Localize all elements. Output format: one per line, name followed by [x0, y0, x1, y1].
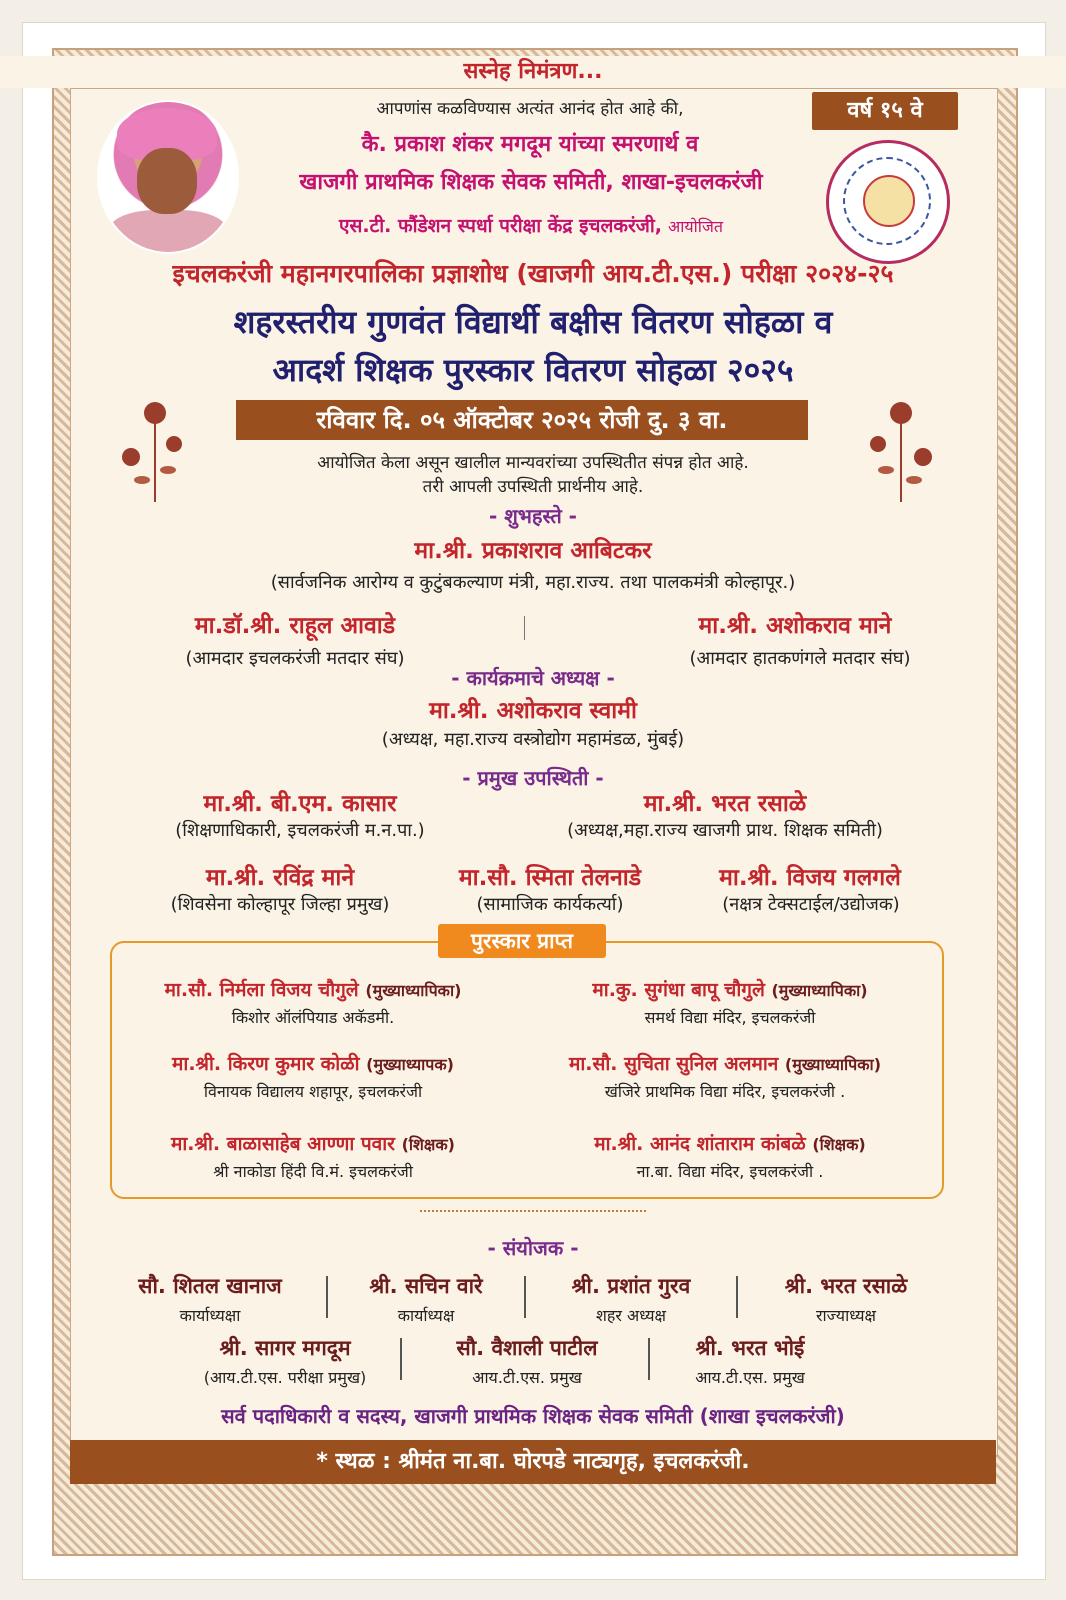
- award-2-name: मा.कु. सुगंधा बापू चौगुले: [592, 979, 765, 1001]
- organizer-5-role: (आय.टी.एस. परीक्षा प्रमुख): [203, 1368, 367, 1387]
- guest-left-name: मा.डॉ.श्री. राहूल आवाडे: [194, 613, 396, 639]
- organizer-7-name: श्री. भरत भोई: [695, 1336, 805, 1360]
- award-3-name-line: [118, 1050, 508, 1076]
- org-line: खाजगी प्राथमिक शिक्षक सेवक समिती, शाखा-इचलकरंजी: [299, 170, 763, 195]
- foundation-line-wrap: [236, 212, 826, 238]
- organizer-divider-3: [736, 1276, 738, 1318]
- president-heading: - कार्यक्रमाचे अध्यक्ष -: [451, 666, 615, 690]
- invite-line-1: आयोजित केला असून खालील मान्यवरांच्या उपस्थितीत संपन्न होत आहे.: [317, 453, 749, 473]
- organizer-divider-1: [326, 1276, 328, 1318]
- organizer-3-role: शहर अध्यक्ष: [596, 1306, 666, 1325]
- award-6-title: (शिक्षक): [812, 1135, 866, 1154]
- award-5-name: मा.श्री. बाळासाहेब आण्णा पवार: [171, 1133, 395, 1155]
- chief-guest-name: मा.श्री. प्रकाशराव आबिटकर: [414, 538, 652, 564]
- award-4-title: (मुख्याध्यापिका): [784, 1055, 882, 1074]
- award-2-title: (मुख्याध्यापिका): [771, 981, 868, 1000]
- organizer-2-name: श्री. सचिन वारे: [369, 1274, 483, 1298]
- president-name: मा.श्री. अशोकराव स्वामी: [429, 698, 637, 724]
- invitation-title: सस्नेह निमंत्रण...: [441, 56, 624, 88]
- guest-left-role: (आमदार इचलकरंजी मतदार संघ): [185, 648, 405, 669]
- presence-heading: - प्रमुख उपस्थिती -: [462, 766, 604, 790]
- presence-4-name: मा.सौ. स्मिता तेलनाडे: [458, 865, 642, 891]
- award-1-name-line: [118, 976, 508, 1002]
- shirt-shape: [109, 210, 227, 254]
- venue-bar: * स्थळ : श्रीमंत ना.बा. घोरपडे नाट्यगृह, इचलकरंजी.: [70, 1440, 996, 1484]
- guest-right-role: (आमदार हातकणंगले मतदार संघ): [689, 648, 911, 669]
- organizer-1-name: सौ. शितल खानाज: [138, 1274, 282, 1298]
- event-date: रविवार दि. ०५ ऑक्टोबर २०२५ रोजी दु. ३ वा.: [236, 400, 808, 440]
- organizer-6-role: आय.टी.एस. प्रमुख: [472, 1368, 582, 1387]
- organizers-heading: - संयोजक -: [487, 1236, 579, 1260]
- logo-emblem: [863, 175, 915, 227]
- chief-guest-heading: - शुभहस्ते -: [489, 504, 577, 528]
- award-1-school: किशोर ऑलंपियाड अकॅडमी.: [231, 1008, 395, 1027]
- award-4-school: खंजिरे प्राथमिक विद्या मंदिर, इचलकरंजी .: [604, 1082, 846, 1101]
- presence-2-name: मा.श्री. भरत रसाळे: [643, 791, 807, 817]
- invitation-title-strip: [0, 56, 1066, 88]
- members-line: सर्व पदाधिकारी व सदस्य, खाजगी प्राथमिक शिक्षक सेवक समिती (शाखा इचलकरंजी): [221, 1404, 845, 1428]
- organizer-7-role: आय.टी.एस. प्रमुख: [695, 1368, 805, 1387]
- memorial-photo: [97, 100, 239, 254]
- award-6-name: मा.श्री. आनंद शांताराम कांबळे: [594, 1133, 806, 1155]
- award-3-school: विनायक विद्यालय शहापूर, इचलकरंजी: [203, 1082, 423, 1101]
- event-title-2: आदर्श शिक्षक पुरस्कार वितरण सोहळा २०२५: [272, 351, 794, 389]
- invite-line-2: तरी आपली उपस्थिती प्रार्थनीय आहे.: [422, 477, 644, 497]
- organizer-1-role: कार्याध्यक्षा: [179, 1306, 241, 1325]
- organizer-divider-4: [400, 1338, 402, 1380]
- award-5-name-line: [118, 1130, 508, 1156]
- organizer-2-role: कार्याध्यक्ष: [397, 1306, 455, 1325]
- org-logo: [826, 140, 950, 264]
- foundation-suffix: आयोजित: [668, 217, 723, 236]
- organizer-3-name: श्री. प्रशांत गुरव: [571, 1274, 691, 1298]
- face-shape: [137, 148, 197, 214]
- presence-2-role: (अध्यक्ष,महा.राज्य खाजगी प्राथ. शिक्षक समिती): [567, 820, 883, 841]
- organizer-4-name: श्री. भरत रसाळे: [784, 1274, 908, 1298]
- event-title-1: शहरस्तरीय गुणवंत विद्यार्थी बक्षीस वितरण सोहळा व: [233, 303, 833, 341]
- organizer-6-name: सौ. वैशाली पाटील: [456, 1336, 598, 1360]
- award-3-name: मा.श्री. किरण कुमार कोळी: [172, 1053, 360, 1075]
- award-6-school: ना.बा. विद्या मंदिर, इचलकरंजी .: [636, 1162, 824, 1181]
- award-5-title: (शिक्षक): [401, 1135, 455, 1154]
- organizer-divider-5: [648, 1338, 650, 1380]
- presence-5-role: (नक्षत्र टेक्सटाईल/उद्योजक): [722, 894, 900, 915]
- presence-5-name: मा.श्री. विजय गलगले: [719, 865, 901, 891]
- divider-ornament: [420, 1200, 646, 1212]
- organizer-5-name: श्री. सागर मगदूम: [219, 1336, 351, 1360]
- foundation-line: एस.टी. फौंडेशन स्पर्धा परीक्षा केंद्र इचलकरंजी,: [339, 215, 662, 237]
- year-badge: वर्ष १५ वे: [812, 92, 958, 130]
- award-5-school: श्री नाकोडा हिंदी वि.मं. इचलकरंजी: [213, 1162, 413, 1181]
- guest-right-name: मा.श्री. अशोकराव माने: [698, 613, 892, 639]
- guests-divider: [524, 616, 525, 640]
- award-4-name-line: [520, 1050, 930, 1076]
- presence-3-role: (शिवसेना कोल्हापूर जिल्हा प्रमुख): [170, 894, 390, 915]
- presence-3-name: मा.श्री. रविंद्र माने: [205, 865, 355, 891]
- award-2-name-line: [532, 976, 928, 1002]
- award-4-name: मा.सौ. सुचिता सुनिल अलमान: [568, 1053, 779, 1075]
- memory-line: कै. प्रकाश शंकर मगदूम यांच्या स्मरणार्थ व: [361, 132, 699, 157]
- organizer-divider-2: [524, 1276, 526, 1318]
- president-role: (अध्यक्ष, महा.राज्य वस्त्रोद्योग महामंडळ, मुंबई): [381, 729, 685, 750]
- intro-text: आपणांस कळविण्यास अत्यंत आनंद होत आहे की,: [376, 99, 684, 119]
- exam-line: इचलकरंजी महानगरपालिका प्रज्ञाशोध (खाजगी आय.टी.एस.) परीक्षा २०२४-२५: [172, 259, 894, 288]
- award-3-title: (मुख्याध्यापक): [366, 1055, 454, 1074]
- award-6-name-line: [532, 1130, 928, 1156]
- awards-label: पुरस्कार प्राप्त: [438, 924, 606, 958]
- chief-guest-role: (सार्वजनिक आरोग्य व कुटुंबकल्याण मंत्री, महा.राज्य. तथा पालकमंत्री कोल्हापूर.): [270, 572, 796, 593]
- presence-1-name: मा.श्री. बी.एम. कासार: [203, 791, 397, 817]
- organizer-4-role: राज्याध्यक्ष: [815, 1306, 877, 1325]
- presence-4-role: (सामाजिक कार्यकर्त्या): [476, 894, 624, 915]
- award-1-name: मा.सौ. निर्मला विजय चौगुले: [164, 979, 359, 1001]
- presence-1-role: (शिक्षणाधिकारी, इचलकरंजी म.न.पा.): [175, 820, 425, 841]
- award-1-title: (मुख्याध्यापिका): [365, 981, 462, 1000]
- award-2-school: समर्थ विद्या मंदिर, इचलकरंजी: [644, 1008, 816, 1027]
